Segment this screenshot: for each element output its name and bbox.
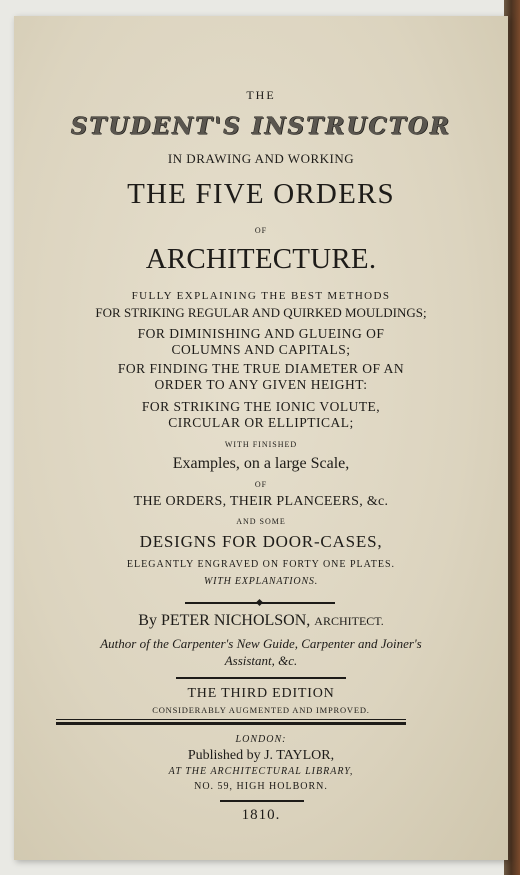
- examples-line: Examples, on a large Scale,: [172, 455, 350, 472]
- double-rule-bottom: [56, 722, 406, 725]
- main-title: STUDENT'S INSTRUCTOR: [70, 113, 452, 140]
- of-label-2: OF: [254, 480, 268, 489]
- double-rule-top: [56, 719, 406, 720]
- edition-label: THE THIRD EDITION: [187, 686, 335, 701]
- imprint-city: LONDON:: [235, 734, 287, 745]
- for-finding-diameter: FOR FINDING THE TRUE DIAMETER OF AN: [117, 361, 405, 376]
- author-credits-2: Assistant, &c.: [224, 653, 298, 668]
- author-line: [14, 613, 508, 629]
- order-height: ORDER TO ANY GIVEN HEIGHT:: [154, 377, 368, 392]
- imprint-publisher: Published by J. TAYLOR,: [187, 748, 335, 763]
- author-role: ARCHITECT.: [314, 614, 384, 628]
- author-name: By PETER NICHOLSON,: [138, 612, 311, 629]
- fully-explaining: FULLY EXPLAINING THE BEST METHODS: [131, 290, 391, 302]
- of-label-1: OF: [254, 226, 268, 235]
- the-label: THE: [246, 88, 276, 102]
- for-striking-mouldings: FOR STRIKING REGULAR AND QUIRKED MOULDINGS;: [95, 305, 427, 320]
- five-orders-heading: THE FIVE ORDERS: [127, 178, 395, 210]
- imprint-year: 1810.: [241, 807, 281, 823]
- subtitle-drawing-working: IN DRAWING AND WORKING: [167, 151, 355, 166]
- columns-capitals: COLUMNS AND CAPITALS;: [171, 342, 351, 357]
- author-credits-1: Author of the Carpenter's New Guide, Carpenter and Joiner's: [100, 636, 422, 651]
- separator-rule-3: [220, 800, 304, 802]
- imprint-address: NO. 59, HIGH HOLBORN.: [194, 781, 328, 792]
- ionic-volute: FOR STRIKING THE IONIC VOLUTE,: [141, 399, 381, 414]
- with-finished: WITH FINISHED: [224, 440, 298, 449]
- with-explanations: WITH EXPLANATIONS.: [203, 576, 319, 587]
- architecture-heading: ARCHITECTURE.: [145, 243, 377, 275]
- orders-planceers: THE ORDERS, THEIR PLANCEERS, &c.: [133, 494, 389, 509]
- and-some: AND SOME: [236, 517, 286, 526]
- imprint-library: AT THE ARCHITECTURAL LIBRARY,: [168, 766, 354, 777]
- for-diminishing: FOR DIMINISHING AND GLUEING OF: [137, 326, 385, 341]
- edition-note: CONSIDERABLY AUGMENTED AND IMPROVED.: [152, 705, 370, 715]
- designs-door-cases: DESIGNS FOR DOOR-CASES,: [139, 532, 383, 551]
- engraved-plates: ELEGANTLY ENGRAVED ON FORTY ONE PLATES.: [126, 559, 396, 570]
- circular-elliptical: CIRCULAR OR ELLIPTICAL;: [168, 415, 354, 430]
- separator-rule-2: [176, 677, 346, 679]
